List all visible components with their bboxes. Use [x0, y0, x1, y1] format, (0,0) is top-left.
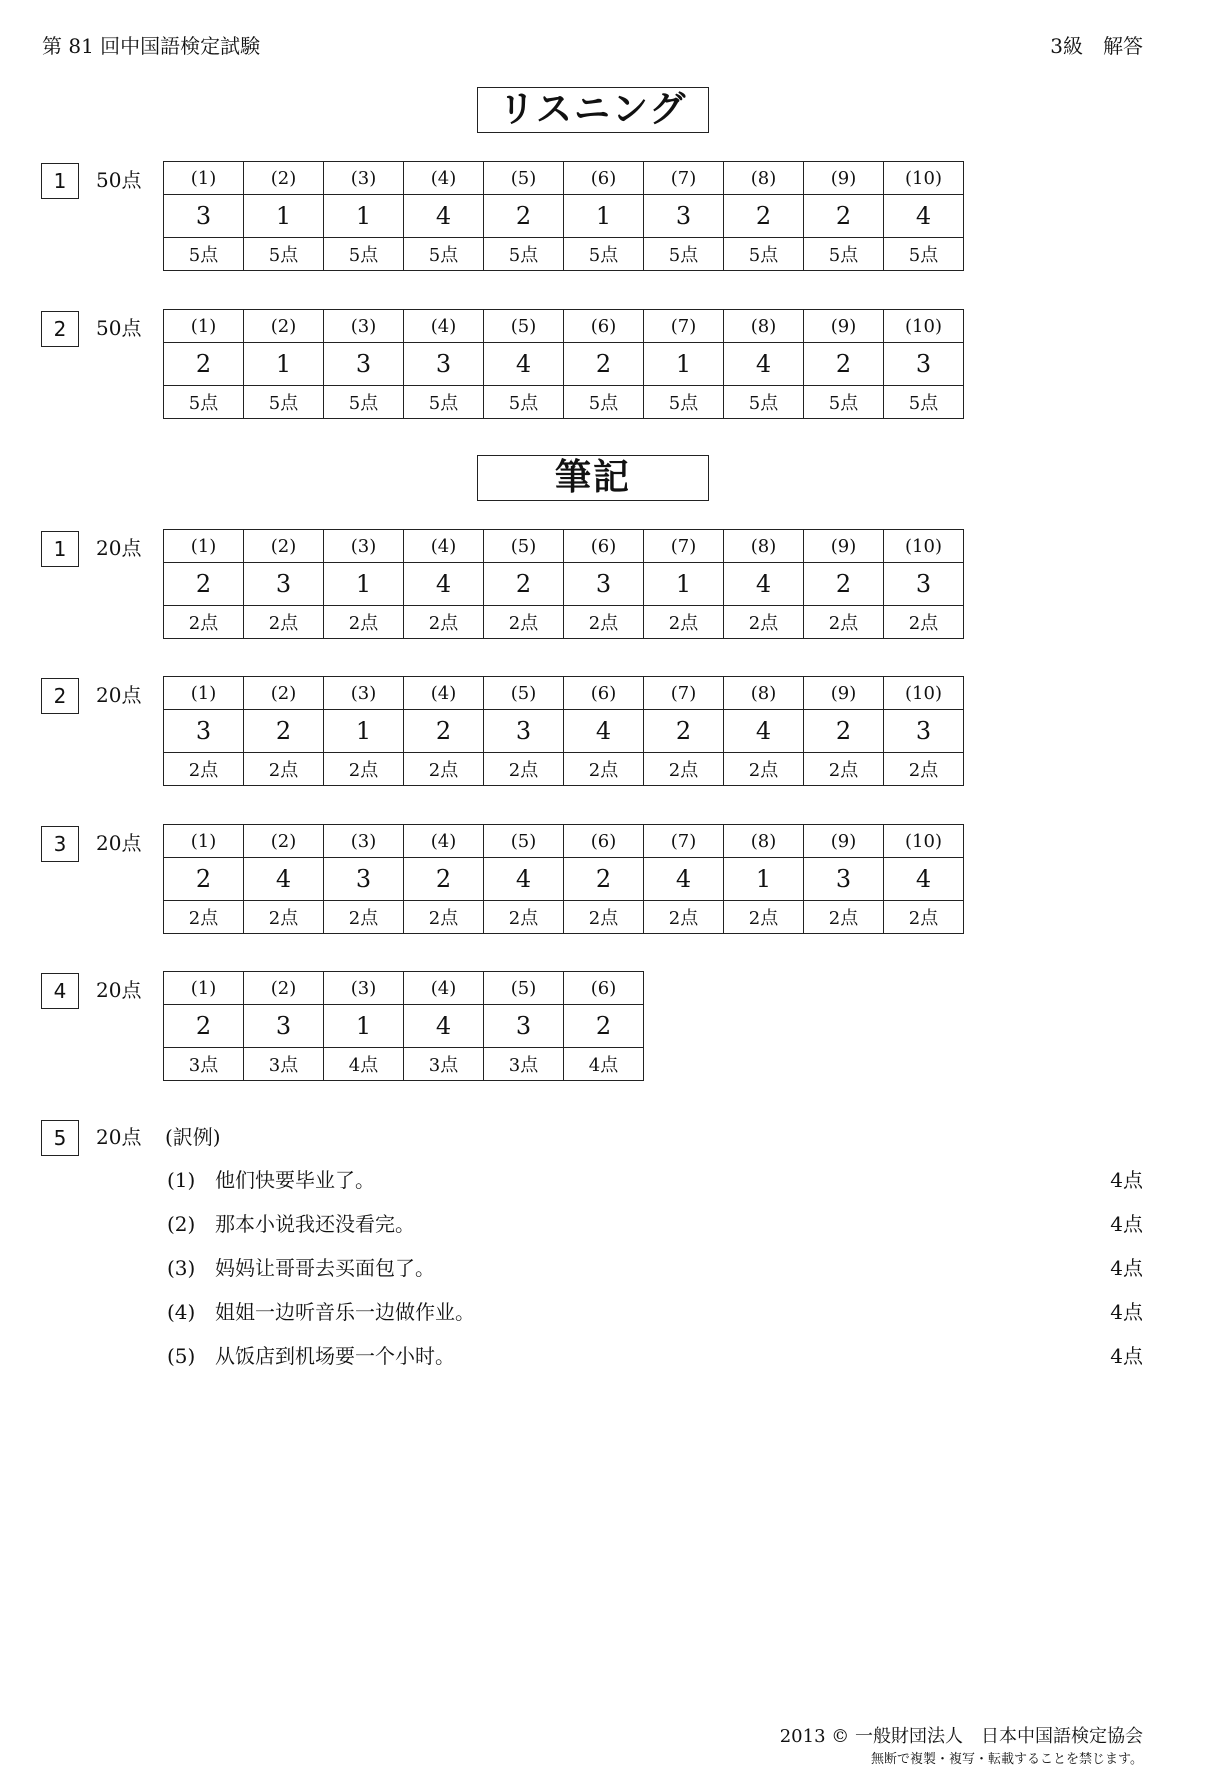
score-cell: 5点: [484, 386, 564, 419]
copyright: 2013 © 一般財団法人 日本中国語検定協会: [779, 1726, 1143, 1747]
header-cell: (9): [804, 677, 884, 710]
header-cell: (5): [484, 310, 564, 343]
header-cell: (6): [564, 310, 644, 343]
answer-cell: 4: [884, 858, 964, 901]
answer-cell: 4: [724, 710, 804, 753]
answer-cell: 2: [564, 1005, 644, 1048]
score-cell: 5点: [804, 238, 884, 271]
score-cell: 5点: [564, 238, 644, 271]
answer-cell: 3: [244, 563, 324, 606]
answer-cell: 2: [484, 563, 564, 606]
answer-cell: 4: [484, 343, 564, 386]
header-cell: (7): [644, 162, 724, 195]
translation-item: (1) 他们快要毕业了。: [167, 1168, 375, 1192]
score-cell: 2点: [884, 901, 964, 934]
answer-cell: 3: [564, 563, 644, 606]
score-cell: 2点: [564, 606, 644, 639]
answer-cell: 2: [804, 195, 884, 238]
score-cell: 5点: [404, 386, 484, 419]
score-cell: 2点: [804, 606, 884, 639]
listening-q1-table: [163, 161, 964, 271]
answer-cell: 4: [484, 858, 564, 901]
copyright-notice: 無断で複製・複写・転載することを禁じます。: [871, 1752, 1143, 1767]
answer-row: [164, 1005, 644, 1048]
translation-item: (5) 从饭店到机场要一个小时。: [167, 1344, 455, 1368]
score-cell: 2点: [484, 901, 564, 934]
listening-q1-points: 50点: [96, 168, 142, 192]
header-cell: (9): [804, 825, 884, 858]
score-cell: 5点: [324, 238, 404, 271]
header-cell: (6): [564, 677, 644, 710]
header-cell: (2): [244, 310, 324, 343]
header-cell: (5): [484, 530, 564, 563]
score-cell: 5点: [724, 238, 804, 271]
header-cell: (3): [324, 677, 404, 710]
translation-item-points: 4点: [1110, 1256, 1143, 1280]
answer-cell: 2: [804, 563, 884, 606]
translation-example-label: (訳例): [165, 1125, 221, 1149]
header-cell: (8): [724, 162, 804, 195]
answer-cell: 1: [724, 858, 804, 901]
header-row: [164, 825, 964, 858]
score-cell: 2点: [404, 901, 484, 934]
score-cell: 2点: [644, 753, 724, 786]
answer-cell: 2: [244, 710, 324, 753]
answer-cell: 3: [244, 1005, 324, 1048]
translation-item-points: 4点: [1110, 1168, 1143, 1192]
header-cell: (6): [564, 972, 644, 1005]
score-cell: 2点: [244, 753, 324, 786]
header-cell: (6): [564, 530, 644, 563]
answer-cell: 3: [324, 858, 404, 901]
answer-cell: 2: [404, 710, 484, 753]
writing-q4-number: 4: [41, 973, 79, 1009]
answer-cell: 4: [404, 563, 484, 606]
answer-cell: 1: [244, 195, 324, 238]
answer-cell: 1: [244, 343, 324, 386]
score-cell: 2点: [724, 901, 804, 934]
score-cell: 5点: [164, 238, 244, 271]
answer-cell: 2: [404, 858, 484, 901]
header-cell: (3): [324, 972, 404, 1005]
header-cell: (2): [244, 530, 324, 563]
answer-row: [164, 563, 964, 606]
header-cell: (9): [804, 310, 884, 343]
score-cell: 5点: [244, 238, 324, 271]
answer-cell: 4: [724, 343, 804, 386]
header-cell: (1): [164, 972, 244, 1005]
score-cell: 5点: [244, 386, 324, 419]
score-cell: 2点: [244, 901, 324, 934]
header-cell: (1): [164, 530, 244, 563]
writing-q4-points: 20点: [96, 978, 142, 1002]
header-cell: (6): [564, 825, 644, 858]
header-cell: (3): [324, 162, 404, 195]
grade-label: 3級 解答: [1050, 34, 1143, 58]
score-cell: 5点: [484, 238, 564, 271]
translation-item: (3) 妈妈让哥哥去买面包了。: [167, 1256, 435, 1280]
answer-row: [164, 343, 964, 386]
header-cell: (10): [884, 310, 964, 343]
answer-row: [164, 710, 964, 753]
header-cell: (4): [404, 310, 484, 343]
answer-cell: 4: [644, 858, 724, 901]
answer-cell: 3: [804, 858, 884, 901]
answer-cell: 3: [884, 563, 964, 606]
header-cell: (5): [484, 162, 564, 195]
answer-cell: 3: [884, 343, 964, 386]
score-cell: 2点: [644, 901, 724, 934]
answer-row: [164, 858, 964, 901]
score-cell: 2点: [724, 606, 804, 639]
score-cell: 2点: [164, 753, 244, 786]
translation-item-points: 4点: [1110, 1300, 1143, 1324]
answer-cell: 1: [644, 343, 724, 386]
answer-cell: 1: [324, 195, 404, 238]
translation-item-points: 4点: [1110, 1212, 1143, 1236]
answer-cell: 2: [164, 563, 244, 606]
answer-cell: 4: [404, 195, 484, 238]
answer-cell: 1: [564, 195, 644, 238]
score-cell: 2点: [404, 606, 484, 639]
header-row: [164, 310, 964, 343]
answer-cell: 4: [884, 195, 964, 238]
header-cell: (4): [404, 825, 484, 858]
score-cell: 5点: [324, 386, 404, 419]
header-cell: (4): [404, 677, 484, 710]
score-cell: 2点: [564, 901, 644, 934]
score-cell: 2点: [164, 606, 244, 639]
score-cell: 2点: [164, 901, 244, 934]
listening-q1-number: 1: [41, 163, 79, 199]
score-row: [164, 753, 964, 786]
score-cell: 5点: [724, 386, 804, 419]
header-cell: (8): [724, 530, 804, 563]
header-cell: (5): [484, 825, 564, 858]
header-cell: (6): [564, 162, 644, 195]
answer-cell: 2: [724, 195, 804, 238]
answer-cell: 3: [484, 710, 564, 753]
answer-cell: 3: [884, 710, 964, 753]
header-cell: (5): [484, 677, 564, 710]
score-cell: 2点: [324, 901, 404, 934]
score-cell: 5点: [404, 238, 484, 271]
score-cell: 3点: [404, 1048, 484, 1081]
header-cell: (9): [804, 530, 884, 563]
header-cell: (7): [644, 310, 724, 343]
answer-cell: 3: [164, 195, 244, 238]
header-cell: (9): [804, 162, 884, 195]
answer-cell: 2: [804, 710, 884, 753]
answer-cell: 2: [164, 858, 244, 901]
answer-cell: 2: [804, 343, 884, 386]
header-cell: (5): [484, 972, 564, 1005]
answer-cell: 2: [484, 195, 564, 238]
header-cell: (8): [724, 677, 804, 710]
answer-cell: 2: [644, 710, 724, 753]
writing-q2-table: [163, 676, 964, 786]
answer-cell: 3: [324, 343, 404, 386]
header-cell: (1): [164, 162, 244, 195]
header-cell: (7): [644, 825, 724, 858]
answer-cell: 2: [564, 858, 644, 901]
writing-q4-table: [163, 971, 644, 1081]
score-cell: 2点: [804, 901, 884, 934]
writing-title: 筆記: [477, 455, 709, 501]
listening-q2-points: 50点: [96, 316, 142, 340]
writing-q1-number: 1: [41, 531, 79, 567]
header-cell: (3): [324, 310, 404, 343]
writing-q3-points: 20点: [96, 831, 142, 855]
header-cell: (1): [164, 310, 244, 343]
score-cell: 2点: [484, 753, 564, 786]
answer-cell: 1: [644, 563, 724, 606]
writing-q3-table: [163, 824, 964, 934]
header-cell: (10): [884, 162, 964, 195]
score-row: [164, 238, 964, 271]
score-cell: 4点: [564, 1048, 644, 1081]
answer-cell: 2: [164, 1005, 244, 1048]
answer-cell: 1: [324, 1005, 404, 1048]
score-cell: 4点: [324, 1048, 404, 1081]
score-cell: 2点: [884, 753, 964, 786]
score-cell: 5点: [644, 386, 724, 419]
score-cell: 2点: [244, 606, 324, 639]
score-cell: 5点: [644, 238, 724, 271]
answer-cell: 4: [564, 710, 644, 753]
score-cell: 5点: [884, 238, 964, 271]
score-cell: 3点: [244, 1048, 324, 1081]
score-cell: 2点: [884, 606, 964, 639]
header-row: [164, 972, 644, 1005]
score-cell: 5点: [564, 386, 644, 419]
answer-row: [164, 195, 964, 238]
writing-q5-points: 20点: [96, 1125, 142, 1149]
score-cell: 2点: [324, 606, 404, 639]
translation-item: (4) 姐姐一边听音乐一边做作业。: [167, 1300, 475, 1324]
header-cell: (4): [404, 162, 484, 195]
score-row: [164, 606, 964, 639]
score-cell: 2点: [644, 606, 724, 639]
header-row: [164, 677, 964, 710]
score-row: [164, 901, 964, 934]
header-cell: (4): [404, 972, 484, 1005]
writing-q1-table: [163, 529, 964, 639]
answer-cell: 2: [164, 343, 244, 386]
writing-q5-number: 5: [41, 1120, 79, 1156]
answer-cell: 2: [564, 343, 644, 386]
answer-cell: 1: [324, 563, 404, 606]
header-cell: (1): [164, 825, 244, 858]
score-cell: 2点: [724, 753, 804, 786]
answer-cell: 4: [244, 858, 324, 901]
header-cell: (2): [244, 677, 324, 710]
score-row: [164, 1048, 644, 1081]
writing-q1-points: 20点: [96, 536, 142, 560]
score-cell: 2点: [804, 753, 884, 786]
score-cell: 3点: [164, 1048, 244, 1081]
answer-cell: 4: [404, 1005, 484, 1048]
score-row: [164, 386, 964, 419]
answer-cell: 3: [644, 195, 724, 238]
score-cell: 5点: [884, 386, 964, 419]
header-cell: (2): [244, 162, 324, 195]
header-cell: (8): [724, 825, 804, 858]
score-cell: 5点: [164, 386, 244, 419]
score-cell: 3点: [484, 1048, 564, 1081]
listening-title: リスニング: [477, 87, 709, 133]
answer-cell: 4: [724, 563, 804, 606]
answer-cell: 3: [164, 710, 244, 753]
answer-cell: 1: [324, 710, 404, 753]
score-cell: 5点: [804, 386, 884, 419]
writing-q2-points: 20点: [96, 683, 142, 707]
header-cell: (10): [884, 677, 964, 710]
writing-q2-number: 2: [41, 678, 79, 714]
score-cell: 2点: [404, 753, 484, 786]
header-cell: (2): [244, 825, 324, 858]
header-cell: (4): [404, 530, 484, 563]
score-cell: 2点: [484, 606, 564, 639]
header-cell: (7): [644, 677, 724, 710]
header-cell: (10): [884, 530, 964, 563]
header-cell: (1): [164, 677, 244, 710]
header-cell: (8): [724, 310, 804, 343]
writing-q3-number: 3: [41, 826, 79, 862]
header-cell: (2): [244, 972, 324, 1005]
header-row: [164, 530, 964, 563]
answer-cell: 3: [484, 1005, 564, 1048]
header-cell: (10): [884, 825, 964, 858]
header-row: [164, 162, 964, 195]
score-cell: 2点: [564, 753, 644, 786]
answer-cell: 3: [404, 343, 484, 386]
header-cell: (7): [644, 530, 724, 563]
listening-q2-table: [163, 309, 964, 419]
header-cell: (3): [324, 530, 404, 563]
header-cell: (3): [324, 825, 404, 858]
translation-item-points: 4点: [1110, 1344, 1143, 1368]
exam-title: 第 81 回中国語検定試験: [42, 34, 261, 58]
score-cell: 2点: [324, 753, 404, 786]
listening-q2-number: 2: [41, 311, 79, 347]
translation-item: (2) 那本小说我还没看完。: [167, 1212, 415, 1236]
